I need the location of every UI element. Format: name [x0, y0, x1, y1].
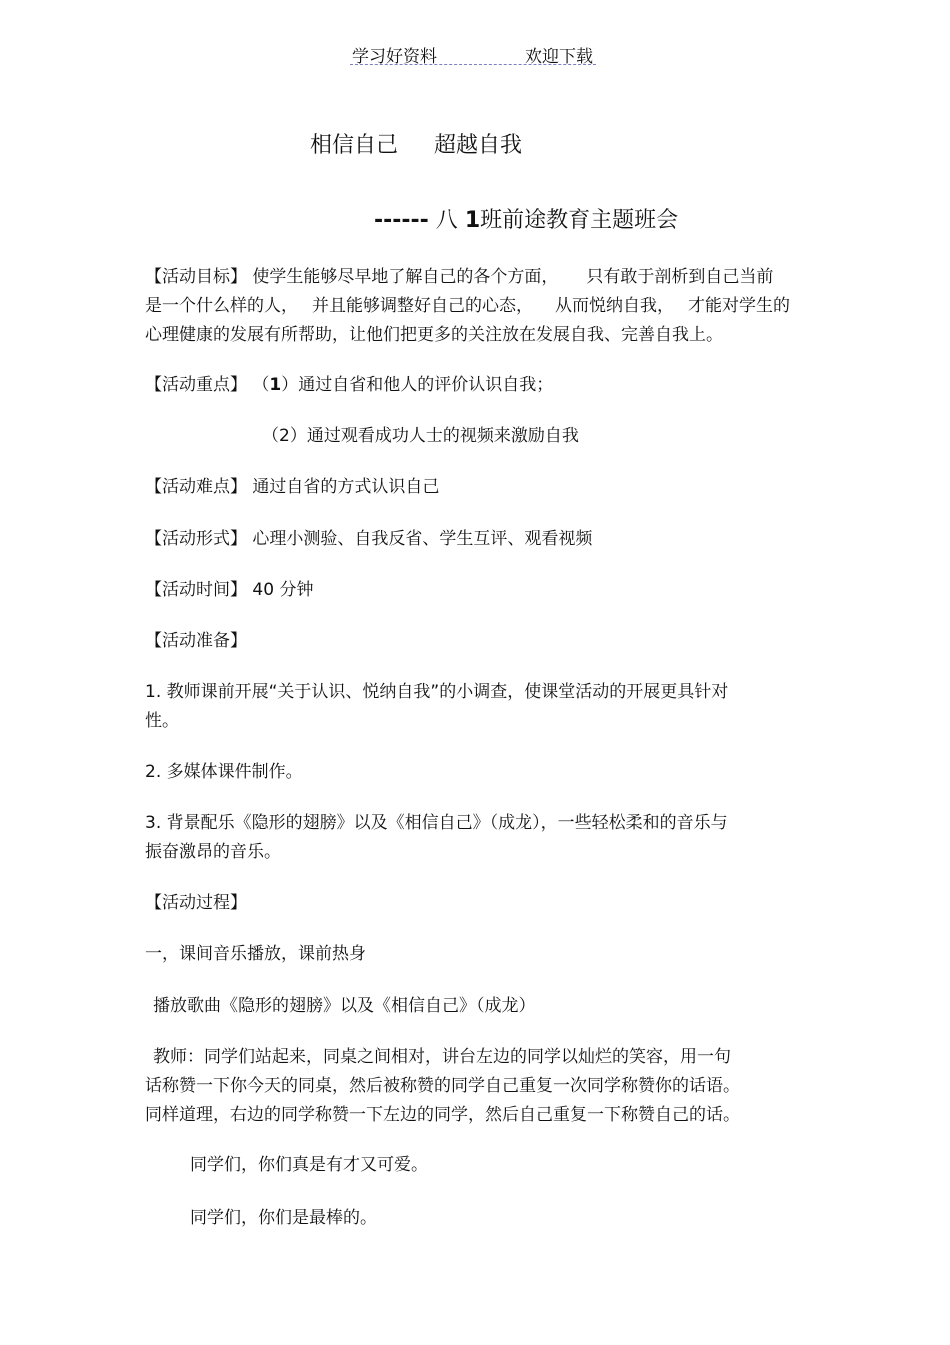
header-dashed-rule [350, 64, 596, 65]
header-right-text: 欢迎下载 [525, 47, 593, 67]
prep-item-3-line-1: 3. 背景配乐《隐形的翅膀》以及《相信自己》（成龙），一些轻松柔和的音乐与 [145, 813, 728, 833]
title-part-1: 相信自己 [310, 133, 399, 158]
subtitle-grade: 八 [435, 208, 458, 233]
time-label: 【活动时间】 [145, 580, 247, 600]
goal-line-2c: 从而悦纳自我， [555, 296, 674, 316]
process-step-1: 一，课间音乐播放，课前热身 [145, 944, 366, 964]
subtitle-dashes: ------ [374, 208, 429, 233]
form-text: 心理小测验、自我反省、学生互评、观看视频 [252, 529, 593, 549]
goal-line-1: 使学生能够尽早地了解自己的各个方面， [252, 267, 559, 287]
process-label: 【活动过程】 [145, 893, 247, 913]
prep-label: 【活动准备】 [145, 631, 247, 651]
process-play-songs: 播放歌曲《隐形的翅膀》以及《相信自己》（成龙） [153, 996, 536, 1016]
prep-item-3 [145, 809, 815, 867]
section-time [145, 576, 313, 605]
goal-line-2d: 才能对学生的 [688, 296, 790, 316]
goal-line-3: 心理健康的发展有所帮助，让他们把更多的关注放在发展自我、完善自我上。 [145, 325, 723, 345]
subtitle-rest: 班前途教育主题班会 [480, 208, 679, 233]
praise-line-2: 同学们，你们是最棒的。 [190, 1208, 377, 1228]
page-subtitle [374, 203, 678, 234]
praise-line-1: 同学们，你们真是有才又可爱。 [190, 1155, 428, 1175]
title-part-2: 超越自我 [434, 133, 523, 158]
prep-item-2: 2. 多媒体课件制作。 [145, 762, 303, 782]
form-label: 【活动形式】 [145, 529, 247, 549]
teacher-line-3: 同样道理，右边的同学称赞一下左边的同学，然后自己重复一下称赞自己的话。 [145, 1105, 740, 1125]
prep-item-1-line-1: 1. 教师课前开展“关于认识、悦纳自我”的小调查，使课堂活动的开展更具针对 [145, 682, 729, 702]
focus-item-1-open: （ [252, 375, 270, 395]
section-difficulty [145, 473, 439, 502]
header-left-text: 学习好资料 [352, 47, 437, 67]
goal-line-2a: 是一个什么样的人， [145, 296, 298, 316]
difficulty-label: 【活动难点】 [145, 477, 247, 497]
teacher-line-2: 话称赞一下你今天的同桌，然后被称赞的同学自己重复一次同学称赞你的话语。 [145, 1076, 740, 1096]
goal-line-2b: 并且能够调整好自己的心态， [312, 296, 533, 316]
subtitle-number: 1 [464, 208, 481, 233]
goal-label: 【活动目标】 [145, 267, 247, 287]
difficulty-text: 通过自省的方式认识自己 [252, 477, 440, 497]
page-title [310, 128, 522, 159]
prep-item-1-line-2: 性。 [145, 711, 179, 731]
prep-item-1 [145, 678, 815, 736]
process-teacher-paragraph [145, 1043, 815, 1130]
section-focus [145, 371, 553, 400]
section-form [145, 525, 592, 554]
time-text: 40 分钟 [252, 580, 314, 600]
focus-item-1-num: 1 [269, 375, 282, 395]
prep-item-3-line-2: 振奋激昂的音乐。 [145, 842, 281, 862]
focus-label: 【活动重点】 [145, 375, 247, 395]
teacher-line-1: 教师：同学们站起来，同桌之间相对，讲台左边的同学以灿烂的笑容，用一句 [153, 1047, 731, 1067]
section-goal [145, 263, 815, 350]
focus-item-2: （2）通过观看成功人士的视频来激励自我 [262, 426, 579, 446]
focus-item-1-text: ）通过自省和他人的评价认识自我； [281, 375, 554, 395]
goal-line-1b: 只有敢于剖析到自己当前 [586, 267, 774, 287]
